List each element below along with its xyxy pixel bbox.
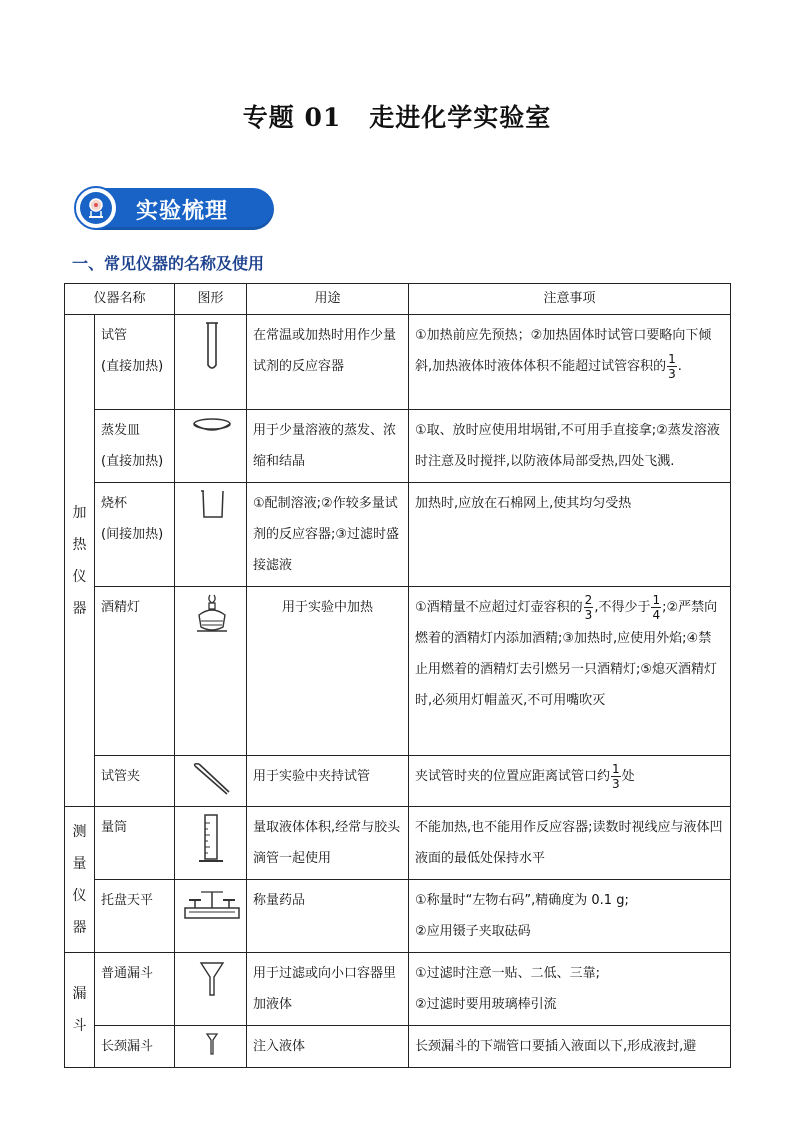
section-banner (76, 188, 274, 230)
long-neck-funnel-icon (175, 1026, 247, 1068)
instrument-note: 夹试管时夹的位置应距离试管口约 $\frac{1}{3}$ 处 (409, 756, 731, 807)
table-row (65, 1026, 731, 1068)
funnel-icon (175, 953, 247, 1026)
header-notes: 注意事项 (409, 284, 731, 315)
table-row (65, 587, 731, 756)
table-row (65, 315, 731, 410)
instrument-use: 用于实验中夹持试管 (247, 756, 409, 807)
table-row (65, 953, 731, 1026)
beaker-icon (175, 483, 247, 587)
test-tube-icon (175, 315, 247, 410)
header-use: 用途 (247, 284, 409, 315)
table-row (65, 807, 731, 880)
category-funnel: 漏 斗 (65, 953, 95, 1068)
instrument-note: ①加热前应先预热；②加热固体时试管口要略向下倾斜,加热液体时液体体积不能超过试管容积的 $\frac{1}{3}$ . (409, 315, 731, 410)
graduated-cylinder-icon (175, 807, 247, 880)
table-header-row (65, 284, 731, 315)
instrument-use: 用于过滤或向小口容器里加液体 (247, 953, 409, 1026)
instrument-note: 不能加热,也不能用作反应容器;读数时视线应与液体凹液面的最低处保持水平 (409, 807, 731, 880)
instrument-use: 注入液体 (247, 1026, 409, 1068)
title-main: 走进化学实验室 (369, 103, 552, 132)
instrument-name: 蒸发皿 (直接加热) (95, 410, 175, 483)
header-name: 仪器名称 (65, 284, 175, 315)
instrument-use: 用于少量溶液的蒸发、浓缩和结晶 (247, 410, 409, 483)
category-heating: 加 热 仪 器 (65, 315, 95, 807)
instrument-note: 长颈漏斗的下端管口要插入液面以下,形成液封,避 (409, 1026, 731, 1068)
category-measuring: 测 量 仪 器 (65, 807, 95, 953)
table-row (65, 410, 731, 483)
balance-icon (175, 880, 247, 953)
page-title (0, 98, 794, 134)
instrument-note: ①过滤时注意一贴、二低、三靠; ②过滤时要用玻璃棒引流 (409, 953, 731, 1026)
instrument-note: ①称量时“左物右码”,精确度为 0.1 g; ②应用镊子夹取砝码 (409, 880, 731, 953)
instrument-name: 长颈漏斗 (95, 1026, 175, 1068)
instrument-name: 普通漏斗 (95, 953, 175, 1026)
instrument-use: 称量药品 (247, 880, 409, 953)
alcohol-lamp-icon (175, 587, 247, 756)
instrument-name: 烧杯 (间接加热) (95, 483, 175, 587)
instrument-use: 用于实验中加热 (247, 587, 409, 756)
instrument-use: ①配制溶液;②作较多量试剂的反应容器;③过滤时盛接滤液 (247, 483, 409, 587)
section-heading: 一、常见仪器的名称及使用 (72, 254, 265, 273)
flask-badge-icon (74, 186, 118, 230)
instrument-use: 量取液体体积,经常与胶头滴管一起使用 (247, 807, 409, 880)
instrument-use: 在常温或加热时用作少量试剂的反应容器 (247, 315, 409, 410)
header-figure: 图形 (175, 284, 247, 315)
instrument-table (64, 283, 731, 1068)
instrument-note: ①酒精量不应超过灯壶容积的 $\frac{2}{3}$ ,不得少于 $\frac{1}{4}$ ;②严禁向燃着的酒精灯内添加酒精;③加热时,应使用外焰;④禁止用燃着的酒精灯去引燃另一只酒精灯;⑤熄灭酒精灯时,必须用灯帽盖灭,不可用嘴吹灭 (409, 587, 731, 756)
instrument-name: 试管 (直接加热) (95, 315, 175, 410)
instrument-note: ①取、放时应使用坩埚钳,不可用手直接拿;②蒸发溶液时注意及时搅拌,以防液体局部受热,四处飞溅. (409, 410, 731, 483)
instrument-name: 量筒 (95, 807, 175, 880)
title-prefix: 专题 01 (242, 103, 342, 132)
table-row (65, 880, 731, 953)
instrument-name: 试管夹 (95, 756, 175, 807)
instrument-name: 托盘天平 (95, 880, 175, 953)
evaporating-dish-icon (175, 410, 247, 483)
banner-label: 实验梳理 (136, 199, 229, 224)
instrument-name: 酒精灯 (95, 587, 175, 756)
test-tube-clamp-icon (175, 756, 247, 807)
table-row (65, 483, 731, 587)
instrument-note: 加热时,应放在石棉网上,使其均匀受热 (409, 483, 731, 587)
table-row (65, 756, 731, 807)
